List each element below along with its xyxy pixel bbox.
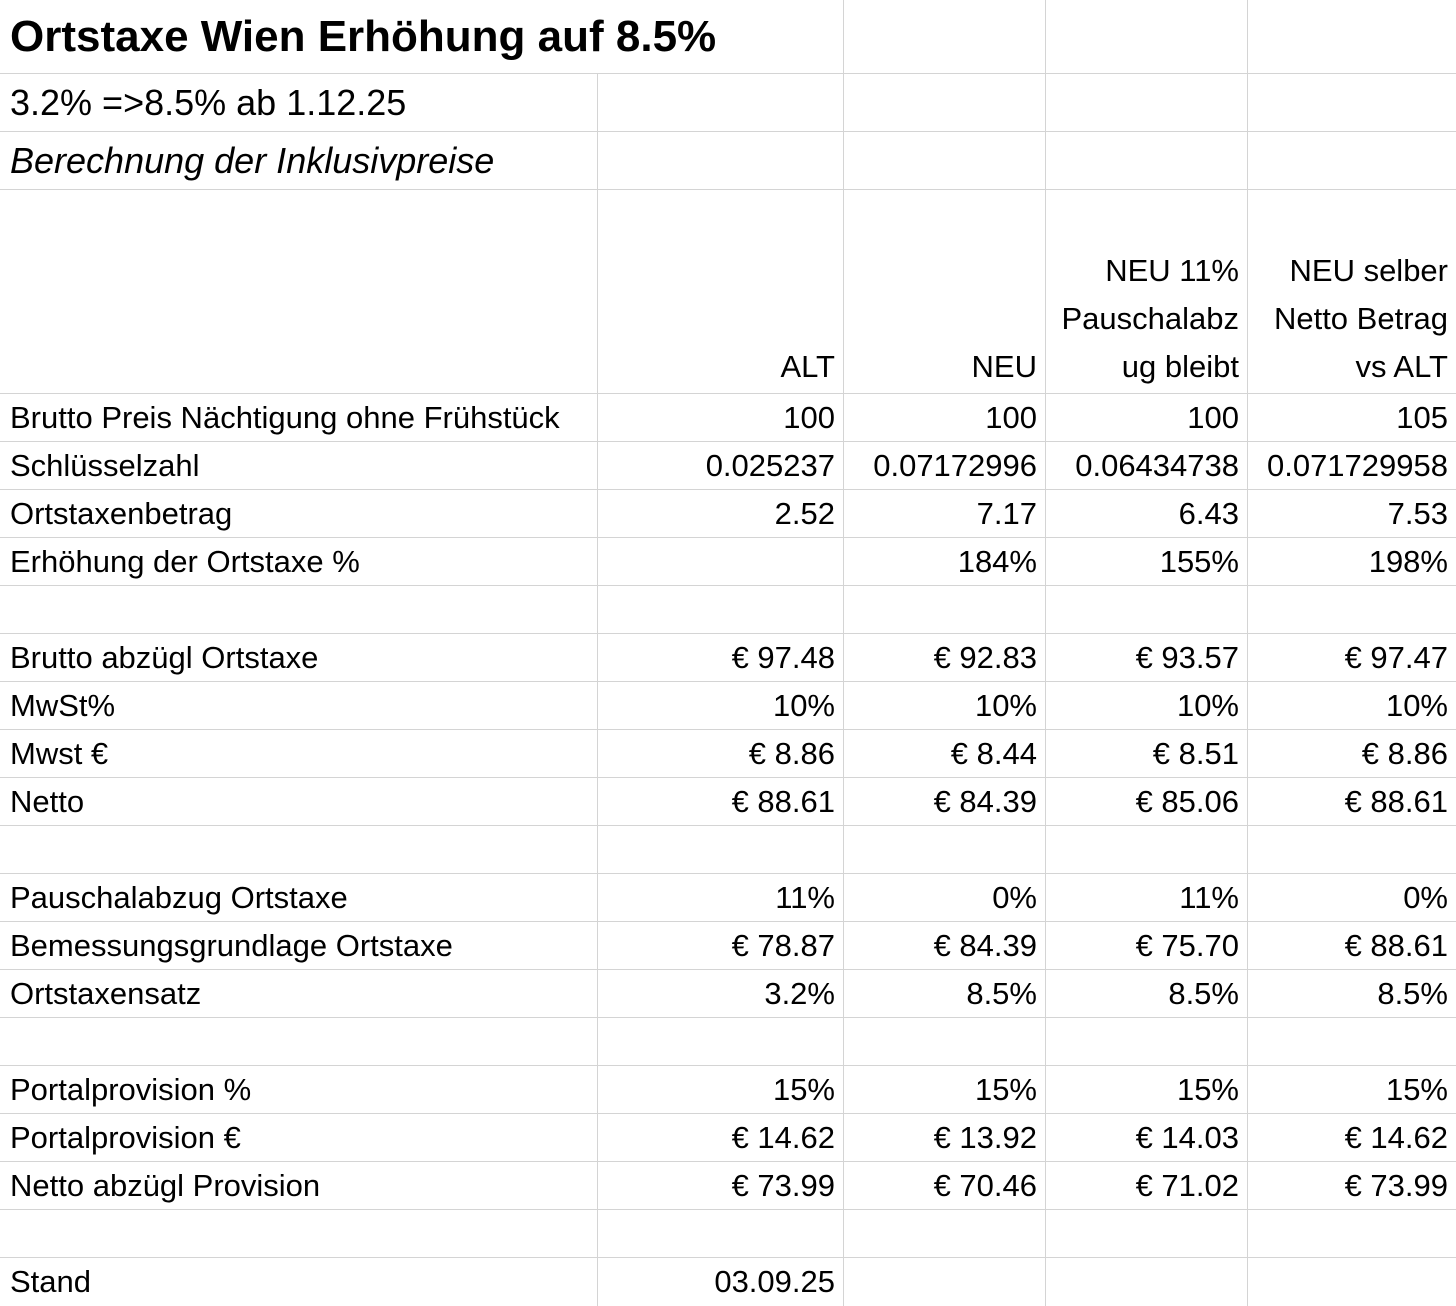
value-neu-selber[interactable]: € 97.47 (1248, 634, 1456, 682)
table-row (0, 1114, 1456, 1162)
value-neu-selber[interactable]: € 88.61 (1248, 778, 1456, 826)
value-neu[interactable]: 7.17 (844, 490, 1046, 538)
value-neu[interactable]: 15% (844, 1066, 1046, 1114)
value-neu-selber[interactable] (1248, 1018, 1456, 1066)
empty-cell[interactable] (1248, 74, 1456, 132)
value-alt[interactable]: 2.52 (598, 490, 844, 538)
value-neu[interactable]: 0% (844, 874, 1046, 922)
value-neu-11[interactable]: 11% (1046, 874, 1248, 922)
empty-row (0, 1210, 1456, 1258)
value-alt[interactable]: 10% (598, 682, 844, 730)
empty-cell[interactable] (844, 132, 1046, 190)
value-neu[interactable]: € 13.92 (844, 1114, 1046, 1162)
value-neu-selber[interactable] (1248, 1210, 1456, 1258)
value-neu-11[interactable] (1046, 826, 1248, 874)
header-alt[interactable] (598, 190, 844, 394)
value-neu-selber[interactable]: 15% (1248, 1066, 1456, 1114)
value-neu-selber[interactable]: 7.53 (1248, 490, 1456, 538)
value-neu[interactable]: 10% (844, 682, 1046, 730)
value-neu[interactable] (844, 586, 1046, 634)
value-neu[interactable]: 100 (844, 394, 1046, 442)
row-label[interactable]: Schlüsselzahl (0, 442, 598, 490)
header-neu[interactable] (844, 190, 1046, 394)
sheet-subtitle[interactable]: 3.2% =>8.5% ab 1.12.25 (0, 74, 598, 132)
value-alt[interactable] (598, 826, 844, 874)
sheet-title[interactable]: Ortstaxe Wien Erhöhung auf 8.5% (0, 0, 844, 74)
table-row (0, 538, 1456, 586)
value-alt[interactable]: € 8.86 (598, 730, 844, 778)
row-label[interactable]: MwSt% (0, 682, 598, 730)
column-header-row (0, 190, 1456, 394)
value-neu-11[interactable]: € 85.06 (1046, 778, 1248, 826)
value-neu-selber[interactable]: 0.071729958 (1248, 442, 1456, 490)
table-row (0, 1066, 1456, 1114)
table-row (0, 970, 1456, 1018)
value-neu-11[interactable]: € 14.03 (1046, 1114, 1248, 1162)
header-neu-selber[interactable] (1248, 190, 1456, 394)
value-neu-selber[interactable] (1248, 1258, 1456, 1306)
value-neu-selber[interactable] (1248, 826, 1456, 874)
value-alt[interactable]: 03.09.25 (598, 1258, 844, 1306)
value-neu-selber[interactable]: 10% (1248, 682, 1456, 730)
value-neu[interactable]: € 84.39 (844, 922, 1046, 970)
table-row (0, 922, 1456, 970)
table-row (0, 778, 1456, 826)
value-alt[interactable] (598, 1210, 844, 1258)
row-label[interactable]: Stand (0, 1258, 598, 1306)
row-label[interactable]: Portalprovision % (0, 1066, 598, 1114)
header-neu-11-line: NEU 11% (1105, 253, 1239, 288)
subtitle-row (0, 74, 1456, 132)
value-neu-11[interactable] (1046, 1258, 1248, 1306)
header-neu-11-line: Pauschalabz (1061, 301, 1239, 336)
row-label[interactable]: Bemessungsgrundlage Ortstaxe (0, 922, 598, 970)
caption-row (0, 132, 1456, 190)
value-alt[interactable]: 3.2% (598, 970, 844, 1018)
value-neu-11[interactable] (1046, 586, 1248, 634)
value-neu-selber[interactable]: € 14.62 (1248, 1114, 1456, 1162)
value-alt[interactable]: € 78.87 (598, 922, 844, 970)
value-neu-11[interactable]: € 75.70 (1046, 922, 1248, 970)
row-label[interactable]: Ortstaxenbetrag (0, 490, 598, 538)
value-neu[interactable]: 0.07172996 (844, 442, 1046, 490)
row-label[interactable] (0, 1018, 598, 1066)
value-neu-11[interactable]: 10% (1046, 682, 1248, 730)
row-label[interactable]: Ortstaxensatz (0, 970, 598, 1018)
value-neu-11[interactable] (1046, 1018, 1248, 1066)
value-neu[interactable]: 8.5% (844, 970, 1046, 1018)
table-row (0, 874, 1456, 922)
empty-cell[interactable] (598, 74, 844, 132)
header-neu-selber-line: vs ALT (1355, 349, 1448, 384)
value-neu[interactable] (844, 1210, 1046, 1258)
value-neu-11[interactable]: 155% (1046, 538, 1248, 586)
value-neu-11[interactable]: € 93.57 (1046, 634, 1248, 682)
table-row (0, 394, 1456, 442)
value-neu-selber[interactable] (1248, 586, 1456, 634)
row-label[interactable]: Netto abzügl Provision (0, 1162, 598, 1210)
value-neu-selber[interactable]: 8.5% (1248, 970, 1456, 1018)
value-alt[interactable]: € 14.62 (598, 1114, 844, 1162)
header-neu-11-line: ug bleibt (1121, 349, 1239, 384)
table-row (0, 634, 1456, 682)
empty-row (0, 1018, 1456, 1066)
empty-cell[interactable] (1046, 74, 1248, 132)
value-neu-selber[interactable]: 198% (1248, 538, 1456, 586)
sheet-caption[interactable]: Berechnung der Inklusivpreise (0, 132, 598, 190)
row-label[interactable] (0, 826, 598, 874)
value-neu[interactable] (844, 826, 1046, 874)
empty-cell[interactable] (844, 74, 1046, 132)
table-row (0, 442, 1456, 490)
header-neu-selber-line: NEU selber (1289, 253, 1448, 288)
value-neu[interactable] (844, 1258, 1046, 1306)
value-alt[interactable] (598, 1018, 844, 1066)
empty-cell[interactable] (598, 132, 844, 190)
row-label[interactable] (0, 1210, 598, 1258)
value-alt[interactable] (598, 538, 844, 586)
table-row (0, 682, 1456, 730)
table-row (0, 730, 1456, 778)
table-row (0, 1258, 1456, 1306)
value-alt[interactable]: 11% (598, 874, 844, 922)
header-alt-line: ALT (780, 349, 835, 384)
row-label[interactable]: Brutto abzügl Ortstaxe (0, 634, 598, 682)
header-neu-line: NEU (971, 349, 1037, 384)
table-row (0, 1162, 1456, 1210)
value-alt[interactable] (598, 586, 844, 634)
value-neu[interactable]: € 84.39 (844, 778, 1046, 826)
value-alt[interactable]: 100 (598, 394, 844, 442)
row-label[interactable]: Netto (0, 778, 598, 826)
row-label[interactable]: Brutto Preis Nächtigung ohne Frühstück (0, 394, 598, 442)
value-neu[interactable]: € 92.83 (844, 634, 1046, 682)
value-neu-11[interactable]: 6.43 (1046, 490, 1248, 538)
empty-cell[interactable] (1046, 0, 1248, 74)
title-row (0, 0, 1456, 74)
empty-row (0, 586, 1456, 634)
empty-cell[interactable] (844, 0, 1046, 74)
value-neu-11[interactable]: € 71.02 (1046, 1162, 1248, 1210)
row-label[interactable]: Pauschalabzug Ortstaxe (0, 874, 598, 922)
empty-cell[interactable] (0, 190, 598, 394)
value-neu-11[interactable]: 15% (1046, 1066, 1248, 1114)
value-neu-selber[interactable]: € 88.61 (1248, 922, 1456, 970)
empty-cell[interactable] (1248, 132, 1456, 190)
empty-row (0, 826, 1456, 874)
value-alt[interactable]: 0.025237 (598, 442, 844, 490)
value-alt[interactable]: € 73.99 (598, 1162, 844, 1210)
row-label[interactable]: Portalprovision € (0, 1114, 598, 1162)
value-alt[interactable]: € 88.61 (598, 778, 844, 826)
value-neu-11[interactable]: € 8.51 (1046, 730, 1248, 778)
value-neu-selber[interactable]: € 8.86 (1248, 730, 1456, 778)
value-neu[interactable]: € 8.44 (844, 730, 1046, 778)
value-neu-11[interactable]: 100 (1046, 394, 1248, 442)
header-neu-selber-line: Netto Betrag (1273, 301, 1448, 336)
empty-cell[interactable] (1248, 0, 1456, 74)
value-neu[interactable] (844, 1018, 1046, 1066)
value-neu-11[interactable]: 8.5% (1046, 970, 1248, 1018)
value-neu-11[interactable] (1046, 1210, 1248, 1258)
value-alt[interactable]: 15% (598, 1066, 844, 1114)
value-neu-selber[interactable]: € 73.99 (1248, 1162, 1456, 1210)
value-neu-selber[interactable]: 0% (1248, 874, 1456, 922)
header-neu-11[interactable] (1046, 190, 1248, 394)
value-alt[interactable]: € 97.48 (598, 634, 844, 682)
value-neu[interactable]: € 70.46 (844, 1162, 1046, 1210)
row-label[interactable]: Mwst € (0, 730, 598, 778)
empty-cell[interactable] (1046, 132, 1248, 190)
row-label[interactable] (0, 586, 598, 634)
table-row (0, 490, 1456, 538)
value-neu[interactable]: 184% (844, 538, 1046, 586)
row-label[interactable]: Erhöhung der Ortstaxe % (0, 538, 598, 586)
value-neu-selber[interactable]: 105 (1248, 394, 1456, 442)
value-neu-11[interactable]: 0.06434738 (1046, 442, 1248, 490)
